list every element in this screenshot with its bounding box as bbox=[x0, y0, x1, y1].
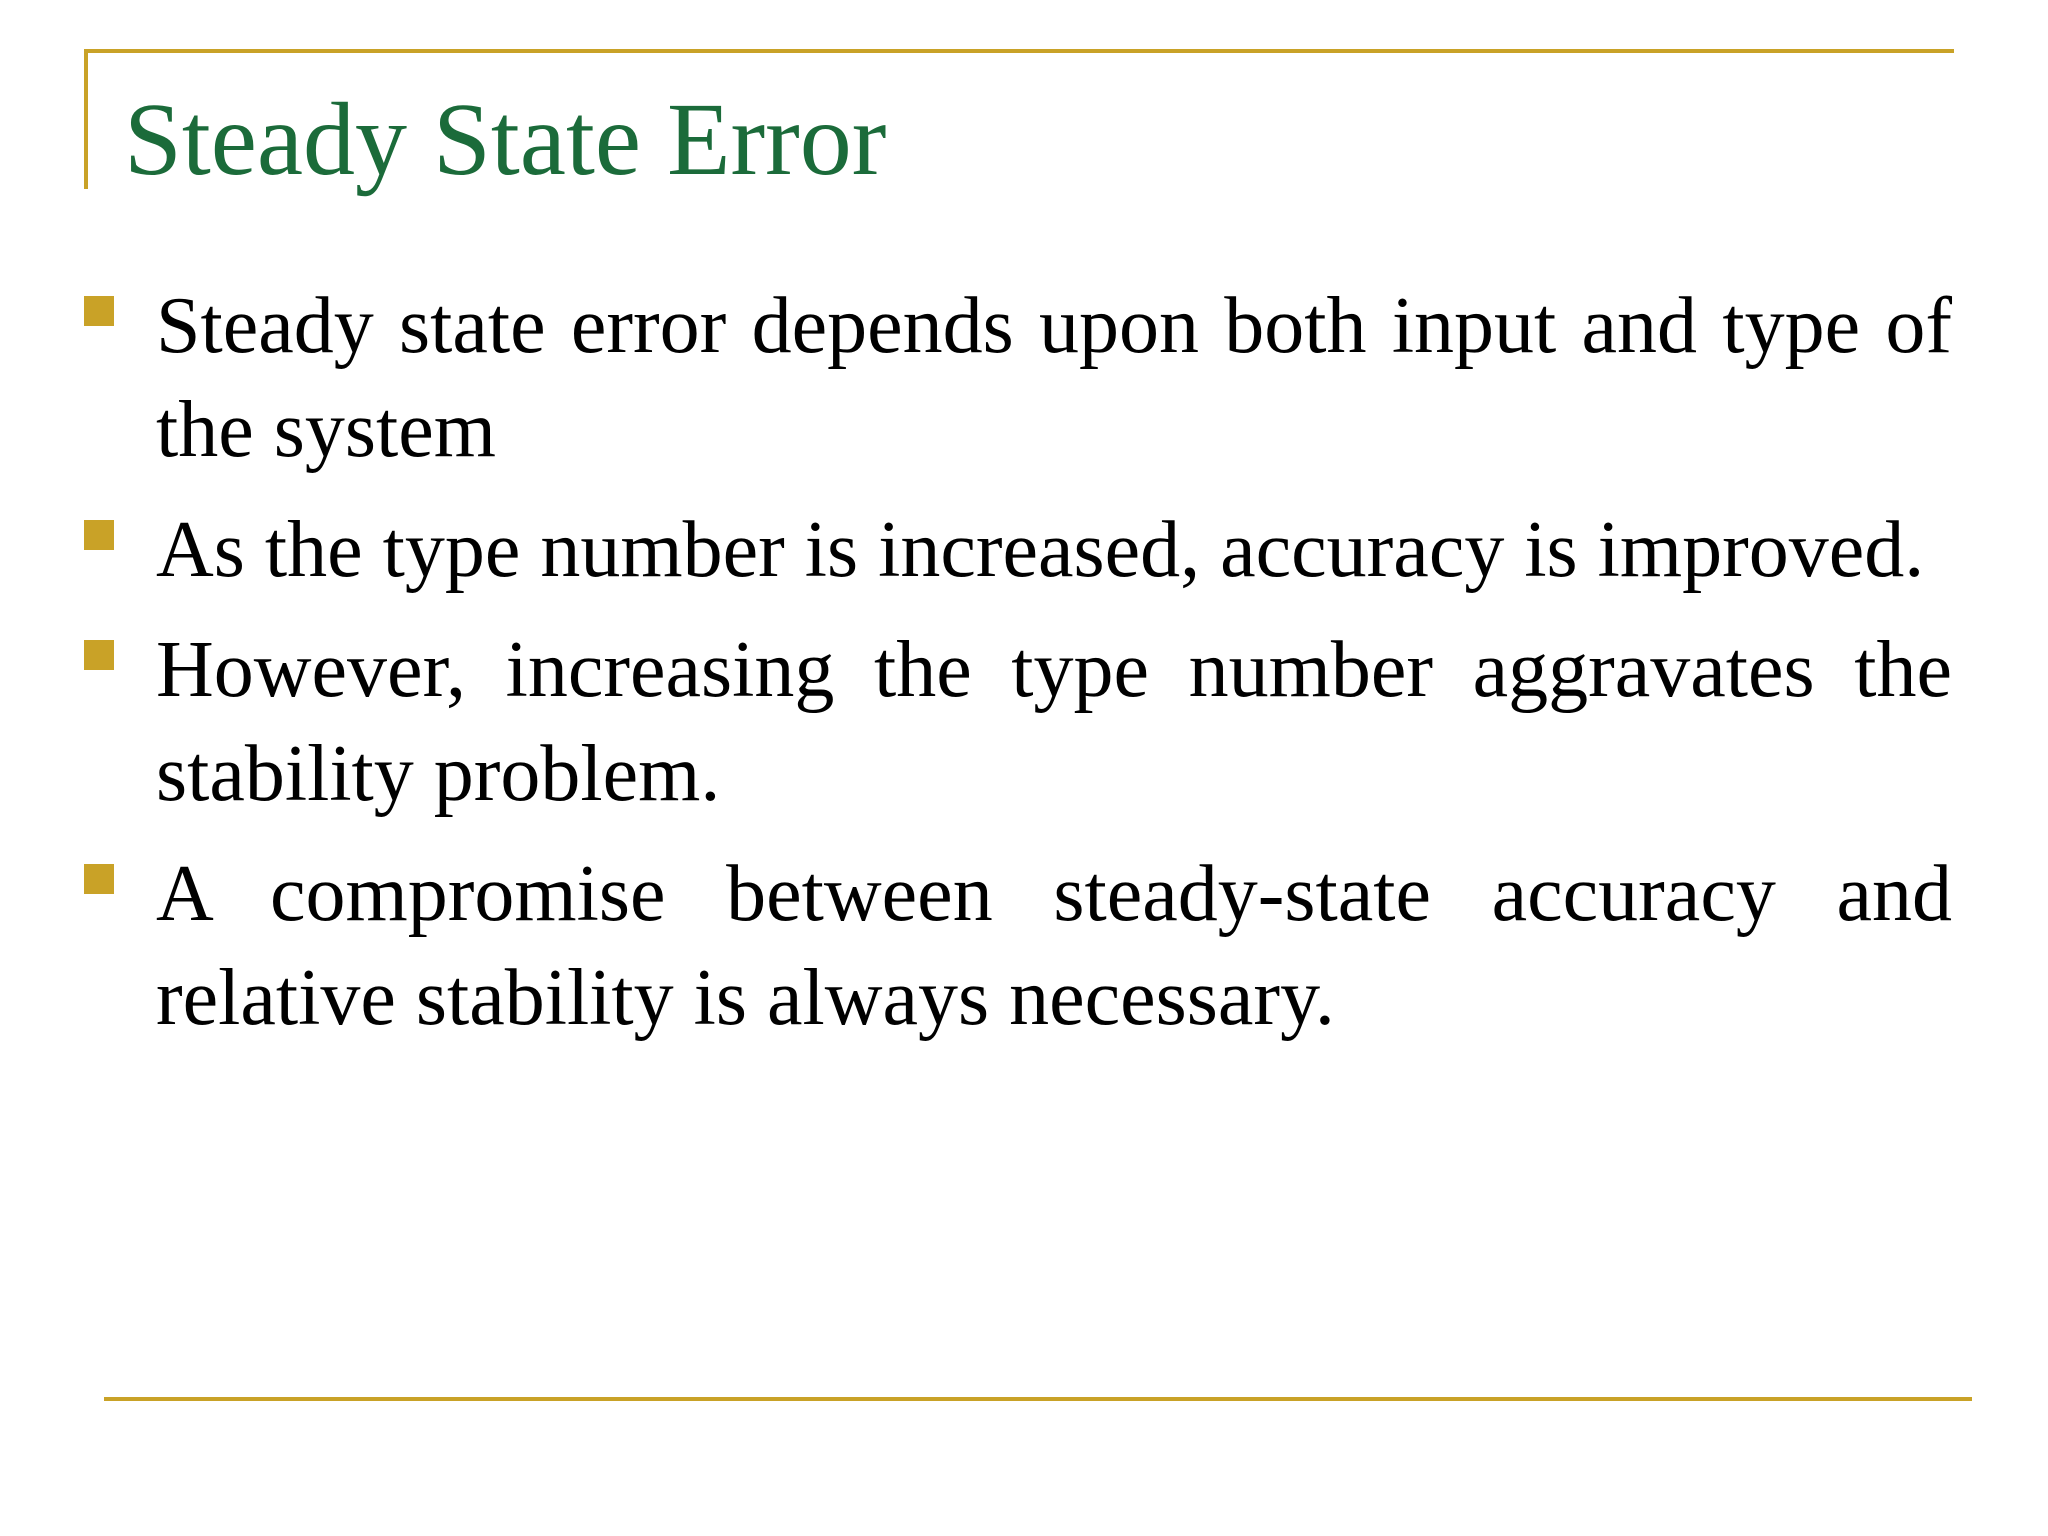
bullet-text: Steady state error depends upon both input and type of the system bbox=[156, 282, 1952, 474]
top-divider bbox=[84, 49, 1954, 53]
bullet-text: However, increasing the type number aggravates the stability problem. bbox=[156, 626, 1952, 818]
slide-title: Steady State Error bbox=[124, 82, 887, 197]
square-bullet-icon bbox=[84, 864, 114, 894]
bullet-text: As the type number is increased, accuracy is improved. bbox=[156, 506, 1925, 594]
bullet-item bbox=[84, 274, 1952, 482]
bullet-item bbox=[84, 842, 1952, 1050]
title-left-accent bbox=[84, 49, 88, 189]
bottom-divider bbox=[104, 1397, 1972, 1401]
bullet-text: A compromise between steady-state accuracy and relative stability is always necessary. bbox=[156, 850, 1952, 1042]
bullet-item bbox=[84, 618, 1952, 826]
bullet-item bbox=[84, 498, 1952, 602]
square-bullet-icon bbox=[84, 296, 114, 326]
bullet-list bbox=[84, 274, 1952, 1066]
square-bullet-icon bbox=[84, 520, 114, 550]
square-bullet-icon bbox=[84, 640, 114, 670]
